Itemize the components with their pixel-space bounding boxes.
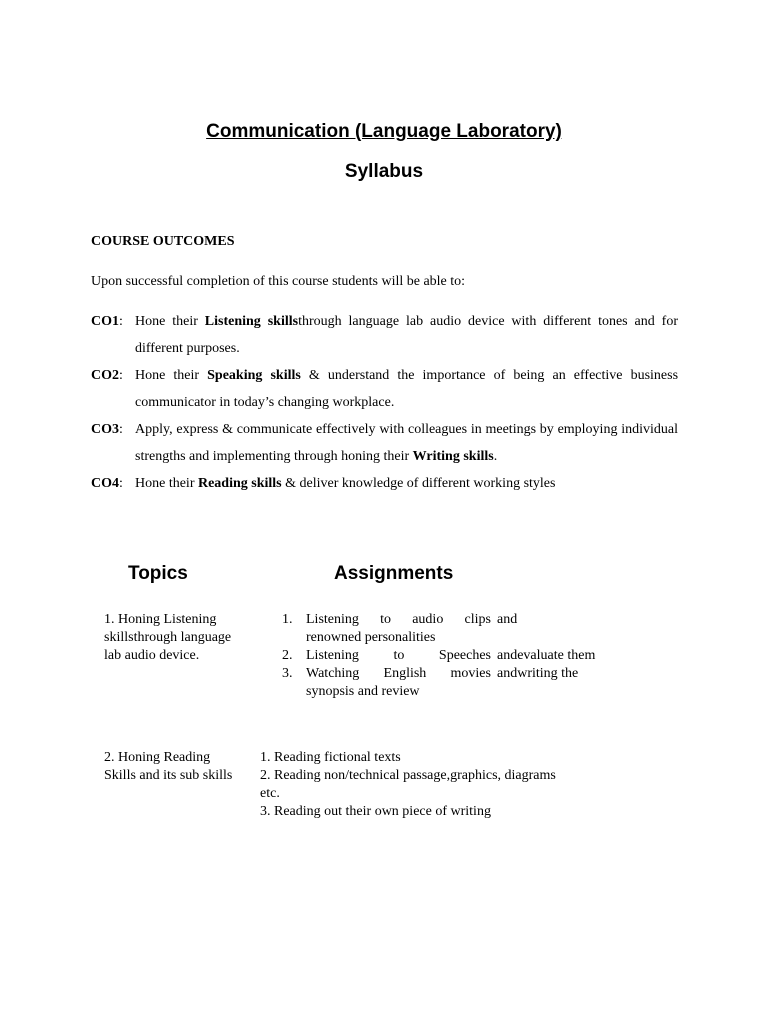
page-subtitle: Syllabus bbox=[344, 161, 424, 182]
course-outcome-item: CO2: Hone their Speaking skills & understand the importance of being an effective business communicator in today’s changing workplace. bbox=[91, 362, 678, 416]
course-outcome-text: Hone their Listening skillsthrough language lab audio device with different tones and for different purposes. bbox=[135, 314, 678, 356]
course-outcome-code: CO4 bbox=[91, 476, 119, 491]
course-outcome-item: CO1: Hone their Listening skillsthrough language lab audio device with different tones and for different purposes. bbox=[91, 308, 678, 362]
topic-cell: 1. Honing Listening skillsthrough language lab audio device. bbox=[104, 612, 232, 663]
course-outcomes-intro: Upon successful completion of this course students will be able to: bbox=[91, 274, 466, 289]
course-outcome-text: Hone their Speaking skills & understand the importance of being an effective business communicator in today’s changing workplace. bbox=[135, 368, 679, 410]
course-outcomes-heading: COURSE OUTCOMES bbox=[91, 234, 235, 249]
topics-heading: Topics bbox=[128, 563, 188, 584]
topic-cell: 2. Honing Reading Skills and its sub skills bbox=[104, 750, 233, 783]
assignment-item: 3. Reading out their own piece of writing bbox=[260, 804, 491, 819]
assignment-list bbox=[282, 611, 602, 701]
course-outcome-item: CO4: Hone their Reading skills & deliver knowledge of different working styles bbox=[91, 470, 678, 497]
assignment-item: 2. Listening to Speeches andevaluate them bbox=[282, 648, 596, 663]
assignment-item: 3. Watching English movies andwriting the synopsis and review bbox=[282, 666, 579, 699]
course-outcome-text: Hone their Reading skills & deliver knowledge of different working styles bbox=[135, 476, 556, 491]
assignment-item: 2. Reading non/technical passage,graphics, diagrams etc. bbox=[260, 768, 556, 801]
course-outcome-code: CO2 bbox=[91, 368, 119, 383]
course-outcome-text: Apply, express & communicate effectively with colleagues in meetings by employing individual strengths and implementing through honing their Writing skills. bbox=[135, 422, 678, 464]
course-outcomes-list bbox=[91, 308, 678, 497]
assignment-item: 1. Listening to audio clips and renowned personalities bbox=[282, 612, 518, 645]
assignment-item: 1. Reading fictional texts bbox=[260, 750, 401, 765]
assignment-list bbox=[260, 749, 560, 821]
course-outcome-item: CO3: Apply, express & communicate effectively with colleagues in meetings by employing individual strengths and implementing through honing their Writing skills. bbox=[91, 416, 678, 470]
assignments-heading: Assignments bbox=[334, 563, 454, 584]
page-title: Communication (Language Laboratory) bbox=[206, 121, 562, 142]
course-outcome-code: CO3 bbox=[91, 422, 119, 437]
course-outcome-code: CO1 bbox=[91, 314, 119, 329]
